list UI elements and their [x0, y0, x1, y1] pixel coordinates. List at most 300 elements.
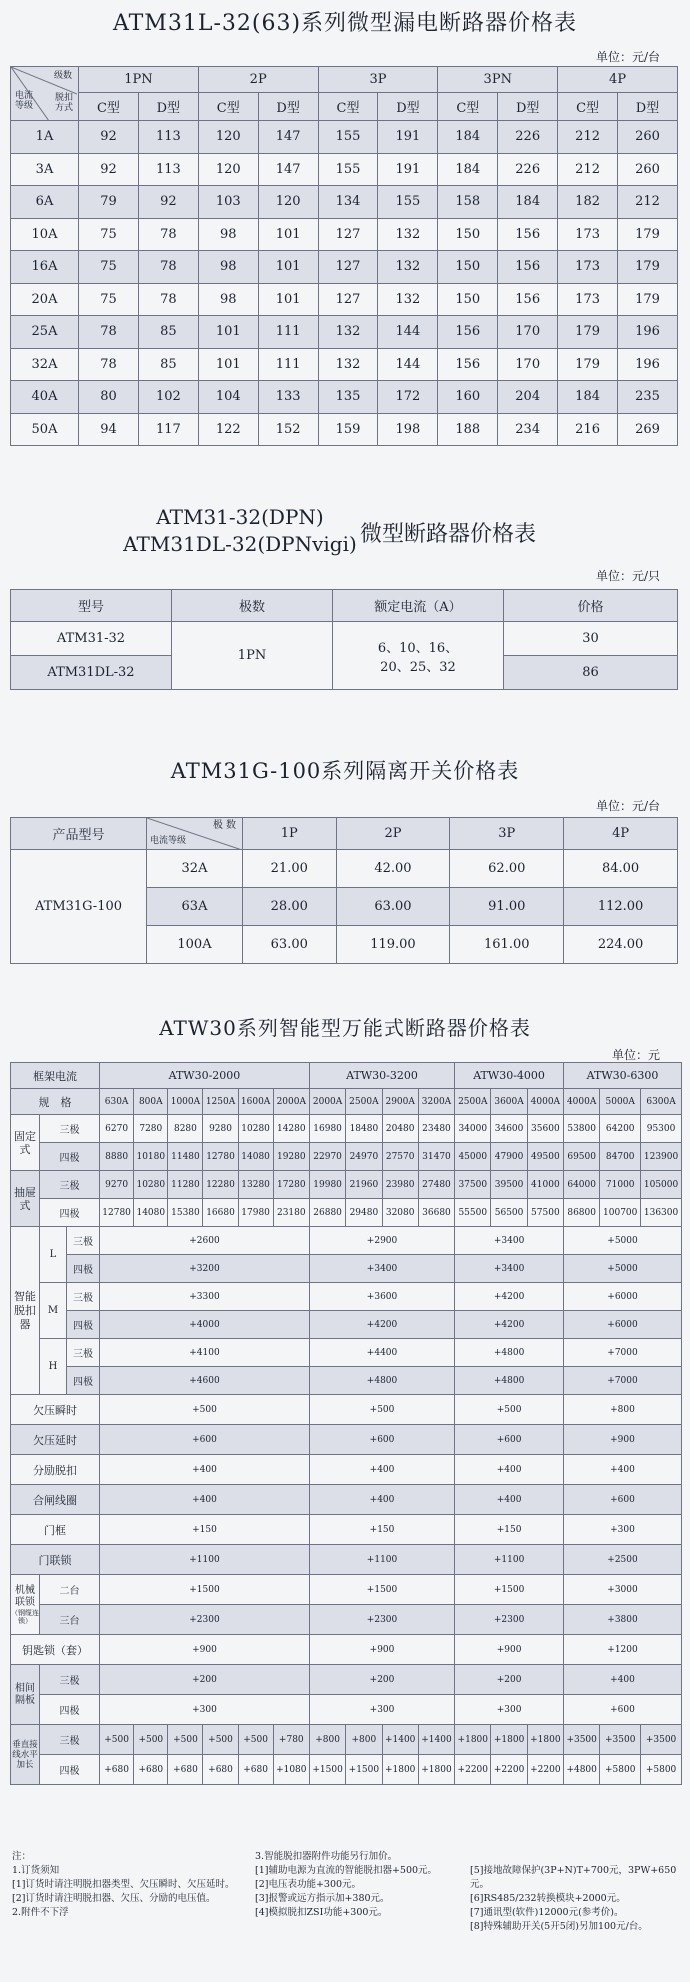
t4-addon-cell: +500	[238, 1725, 273, 1755]
t4-price-cell: 17280	[273, 1171, 309, 1199]
t1-price-cell: 113	[138, 153, 198, 186]
t1-price-cell: 133	[258, 381, 318, 414]
t4-addon-cell: +400	[455, 1485, 564, 1515]
table3-unit: 单位：元/台	[595, 799, 660, 813]
t1-price-cell: 179	[618, 218, 678, 251]
t4-addon-cell: +4000	[100, 1311, 310, 1339]
t1-price-cell: 103	[198, 186, 258, 219]
t1-current-label: 32A	[11, 348, 79, 381]
t4-addon-cell: +400	[564, 1455, 682, 1485]
t1-price-cell: 132	[378, 283, 438, 316]
t4-price-cell: 10180	[134, 1143, 168, 1171]
t1-corner-left: 电流等级	[14, 91, 33, 111]
t1-row	[11, 251, 678, 284]
t4-spec-header: 4000A	[564, 1089, 600, 1115]
t4-addon-cell: +1400	[382, 1725, 418, 1755]
t4-addon-cell: +4800	[455, 1367, 564, 1395]
t4-price-cell: 24970	[346, 1143, 382, 1171]
t1-price-cell: 152	[258, 413, 318, 446]
t1-type-header: D型	[138, 93, 198, 121]
t4-price-cell: 71000	[600, 1171, 641, 1199]
t4-frame-header: ATW30-3200	[309, 1063, 454, 1089]
t1-current-label: 6A	[11, 186, 79, 219]
t4-row	[11, 1575, 682, 1605]
t4-pole-label: 四极	[40, 1143, 100, 1171]
t4-addon-cell: +680	[203, 1755, 238, 1785]
t4-accessory-label: 分励脱扣	[11, 1455, 100, 1485]
t4-addon-cell: +200	[309, 1665, 454, 1695]
t1-price-cell: 212	[558, 121, 618, 154]
t1-price-cell: 92	[138, 186, 198, 219]
t1-price-cell: 78	[79, 316, 139, 349]
t1-price-cell: 147	[258, 153, 318, 186]
t1-price-cell: 102	[138, 381, 198, 414]
t1-price-cell: 156	[438, 316, 498, 349]
t4-spec-header: 2900A	[382, 1089, 418, 1115]
t1-price-cell: 155	[318, 121, 378, 154]
t3-corner	[147, 818, 243, 850]
t4-addon-cell: +900	[564, 1425, 682, 1455]
table4-section	[0, 1012, 690, 1932]
t4-addon-cell: +1800	[382, 1755, 418, 1785]
t1-price-cell: 120	[198, 153, 258, 186]
t4-pole-label: 三极	[67, 1339, 100, 1367]
t1-price-cell: 196	[618, 316, 678, 349]
t4-addon-cell: +3000	[564, 1575, 682, 1605]
t4-addon-cell: +5800	[641, 1755, 682, 1785]
t4-addon-cell: +3400	[309, 1255, 454, 1283]
t3-model: ATM31G-100	[11, 850, 147, 964]
t4-price-cell: 6270	[100, 1115, 134, 1143]
note-line: [4]模拟脱扣ZSI功能+300元。	[255, 1907, 388, 1918]
t1-row	[11, 218, 678, 251]
t1-corner-mid: 脱扣方式	[55, 93, 74, 113]
note-line: [1]辅助电源为直流的智能脱扣器+500元。	[255, 1865, 438, 1876]
t1-price-cell: 111	[258, 348, 318, 381]
t4-price-cell: 37500	[455, 1171, 491, 1199]
t4-row	[11, 1425, 682, 1455]
t4-addon-cell: +3500	[600, 1725, 641, 1755]
t1-price-cell: 235	[618, 381, 678, 414]
t4-addon-cell: +3800	[564, 1605, 682, 1635]
t1-price-cell: 226	[498, 153, 558, 186]
t1-row	[11, 413, 678, 446]
t1-current-label: 3A	[11, 153, 79, 186]
t4-addon-cell: +150	[100, 1515, 310, 1545]
t4-addon-cell: +4200	[309, 1311, 454, 1339]
t1-price-cell: 111	[258, 316, 318, 349]
t4-accessory-label: 欠压延时	[11, 1425, 100, 1455]
t4-addon-cell: +2200	[527, 1755, 563, 1785]
t4-pole-label: 三极	[40, 1725, 100, 1755]
t1-price-cell: 127	[318, 251, 378, 284]
t4-accessory-label: 门联锁	[11, 1545, 100, 1575]
t1-price-cell: 226	[498, 121, 558, 154]
t4-price-cell: 100700	[600, 1199, 641, 1227]
t4-spec-header: 1000A	[168, 1089, 203, 1115]
t1-price-cell: 134	[318, 186, 378, 219]
t4-price-cell: 23180	[273, 1199, 309, 1227]
t4-row	[11, 1089, 682, 1115]
t4-price-cell: 23980	[382, 1171, 418, 1199]
t4-row	[11, 1605, 682, 1635]
t4-addon-cell: +800	[564, 1395, 682, 1425]
t1-type-header: D型	[498, 93, 558, 121]
t1-price-cell: 184	[558, 381, 618, 414]
t4-price-cell: 64000	[564, 1171, 600, 1199]
t4-price-cell: 41000	[527, 1171, 563, 1199]
t4-price-cell: 10280	[238, 1115, 273, 1143]
t4-price-cell: 45000	[455, 1143, 491, 1171]
t1-price-cell: 170	[498, 316, 558, 349]
t4-mech-label-main: 机械联锁	[15, 1584, 35, 1608]
t4-addon-cell: +400	[100, 1455, 310, 1485]
t1-price-cell: 94	[79, 413, 139, 446]
t4-addon-cell: +3300	[100, 1283, 310, 1311]
t4-spec-header: 2500A	[346, 1089, 382, 1115]
t4-price-cell: 53800	[564, 1115, 600, 1143]
note-line: [2]订货时请注明脱扣器、欠压、分励的电压值。	[12, 1893, 216, 1904]
t1-current-label: 25A	[11, 316, 79, 349]
t4-addon-cell: +1200	[564, 1635, 682, 1665]
t4-addon-cell: +600	[309, 1425, 454, 1455]
t4-addon-cell: +6000	[564, 1311, 682, 1339]
t4-addon-cell: +1500	[309, 1575, 454, 1605]
t4-price-cell: 35600	[527, 1115, 563, 1143]
t1-price-cell: 75	[79, 251, 139, 284]
t1-price-cell: 135	[318, 381, 378, 414]
t1-price-cell: 173	[558, 251, 618, 284]
t3-cell: 63A	[147, 888, 243, 926]
t4-accessory-label: 欠压瞬时	[11, 1395, 100, 1425]
t1-corner	[11, 67, 79, 121]
t1-price-cell: 144	[378, 316, 438, 349]
t4-addon-cell: +3200	[100, 1255, 310, 1283]
t4-addon-cell: +150	[455, 1515, 564, 1545]
t1-price-cell: 260	[618, 153, 678, 186]
t4-price-cell: 69500	[564, 1143, 600, 1171]
t4-pole-label: 四极	[40, 1695, 100, 1725]
t4-price-cell: 12280	[203, 1171, 238, 1199]
t4-addon-cell: +680	[134, 1755, 168, 1785]
t4-price-cell: 136300	[641, 1199, 682, 1227]
t4-accessory-label: 门框	[11, 1515, 100, 1545]
t4-units-label: 三台	[40, 1605, 100, 1635]
t4-price-cell: 9270	[100, 1171, 134, 1199]
t4-addon-cell: +500	[455, 1395, 564, 1425]
t4-price-cell: 84700	[600, 1143, 641, 1171]
t1-price-cell: 173	[558, 218, 618, 251]
t4-price-cell: 16680	[203, 1199, 238, 1227]
t4-pole-label: 三极	[40, 1171, 100, 1199]
t4-price-cell: 31470	[418, 1143, 454, 1171]
t4-spec-label: 规 格	[11, 1089, 100, 1115]
t4-frame-header: ATW30-2000	[100, 1063, 310, 1089]
t4-accessory-label: 合闸线圈	[11, 1485, 100, 1515]
t1-price-cell: 179	[618, 251, 678, 284]
t2-h-current: 额定电流（A）	[333, 590, 504, 622]
t1-type-header: C型	[79, 93, 139, 121]
t2-current-line1: 6、10、16、	[377, 640, 459, 656]
t3-cell: 42.00	[336, 850, 450, 888]
t1-price-cell: 127	[318, 283, 378, 316]
t1-price-cell: 78	[79, 348, 139, 381]
t1-price-cell: 216	[558, 413, 618, 446]
t3-cell: 112.00	[564, 888, 678, 926]
t1-price-cell: 132	[318, 316, 378, 349]
t4-trip-label: 智能脱扣器	[11, 1227, 40, 1395]
t4-addon-cell: +780	[273, 1725, 309, 1755]
t4-price-cell: 17980	[238, 1199, 273, 1227]
t4-row	[11, 1063, 682, 1089]
t4-frame-header: ATW30-6300	[564, 1063, 682, 1089]
t4-price-cell: 14080	[134, 1199, 168, 1227]
t2-h-poles: 极数	[172, 590, 333, 622]
t4-addon-cell: +300	[100, 1695, 310, 1725]
t3-h-model: 产品型号	[11, 818, 147, 850]
t4-addon-cell: +500	[168, 1725, 203, 1755]
t4-price-cell: 39500	[491, 1171, 527, 1199]
t2-current-line2: 20、25、32	[380, 659, 456, 675]
t1-price-cell: 184	[498, 186, 558, 219]
t1-price-cell: 79	[79, 186, 139, 219]
t3-cell: 84.00	[564, 850, 678, 888]
t3-cell: 161.00	[450, 926, 564, 964]
t4-price-cell: 32080	[382, 1199, 418, 1227]
t4-price-cell: 27480	[418, 1171, 454, 1199]
note-line: [2]电压表功能+300元。	[255, 1879, 362, 1890]
t4-addon-cell: +150	[309, 1515, 454, 1545]
t4-pole-label: 三极	[40, 1665, 100, 1695]
t4-price-cell: 19980	[309, 1171, 345, 1199]
t1-price-cell: 156	[498, 283, 558, 316]
table4	[10, 1062, 682, 1785]
t4-addon-cell: +400	[455, 1455, 564, 1485]
t3-pole-2: 2P	[336, 818, 450, 850]
t1-price-cell: 158	[438, 186, 498, 219]
t4-addon-cell: +500	[203, 1725, 238, 1755]
t4-addon-cell: +1800	[527, 1725, 563, 1755]
t1-current-label: 1A	[11, 121, 79, 154]
t4-trip-level: H	[40, 1339, 67, 1395]
t4-price-cell: 14080	[238, 1143, 273, 1171]
t1-row	[11, 186, 678, 219]
t1-current-label: 40A	[11, 381, 79, 414]
note-line: 注：	[12, 1851, 32, 1862]
t4-price-cell: 29480	[346, 1199, 382, 1227]
t4-row	[11, 1115, 682, 1143]
t1-price-cell: 85	[138, 316, 198, 349]
note-line: 3.智能脱扣器附件功能另行加价。	[255, 1851, 398, 1862]
t4-row	[11, 1283, 682, 1311]
t4-row	[11, 1755, 682, 1785]
t1-price-cell: 113	[138, 121, 198, 154]
t1-price-cell: 191	[378, 153, 438, 186]
t4-spec-header: 800A	[134, 1089, 168, 1115]
t1-type-header: C型	[558, 93, 618, 121]
t4-price-cell: 7280	[134, 1115, 168, 1143]
t4-addon-cell: +200	[455, 1665, 564, 1695]
t4-pole-label: 四极	[67, 1311, 100, 1339]
t1-price-cell: 101	[198, 348, 258, 381]
t4-addon-cell: +600	[564, 1695, 682, 1725]
t4-price-cell: 64200	[600, 1115, 641, 1143]
t4-addon-cell: +400	[309, 1485, 454, 1515]
t4-conn-label: 垂直接线水平加长	[11, 1725, 40, 1785]
t3-cell: 21.00	[243, 850, 337, 888]
t1-type-header: C型	[198, 93, 258, 121]
t1-price-cell: 184	[438, 153, 498, 186]
note-line: [6]RS485/232转换模块+2000元。	[470, 1893, 626, 1904]
table3-title: ATM31G-100系列隔离开关价格表	[170, 759, 520, 783]
t3-pole-4: 4P	[564, 818, 678, 850]
t1-price-cell: 78	[138, 283, 198, 316]
t4-units-label: 二台	[40, 1575, 100, 1605]
table3	[10, 817, 678, 964]
t4-addon-cell: +400	[100, 1485, 310, 1515]
t4-frame-header: ATW30-4000	[455, 1063, 564, 1089]
t1-type-header: D型	[258, 93, 318, 121]
t4-addon-cell: +300	[455, 1695, 564, 1725]
t4-row	[11, 1455, 682, 1485]
t1-row	[11, 121, 678, 154]
t1-current-label: 16A	[11, 251, 79, 284]
t1-price-cell: 101	[198, 316, 258, 349]
t4-addon-cell: +400	[564, 1665, 682, 1695]
t2-price1: 30	[504, 622, 678, 656]
t4-spec-header: 630A	[100, 1089, 134, 1115]
t4-row	[11, 1339, 682, 1367]
t4-spec-header: 3200A	[418, 1089, 454, 1115]
t4-addon-cell: +4800	[455, 1339, 564, 1367]
note-line: [1]订货时请注明脱扣器类型、欠压瞬时、欠压延时。	[12, 1879, 235, 1890]
table2-unit: 单位：元/只	[595, 569, 660, 583]
t4-spec-header: 4000A	[527, 1089, 563, 1115]
t1-current-label: 50A	[11, 413, 79, 446]
t1-price-cell: 179	[558, 348, 618, 381]
t4-price-cell: 47900	[491, 1143, 527, 1171]
t2-model2: ATM31DL-32	[11, 656, 172, 690]
t4-addon-cell: +1500	[100, 1575, 310, 1605]
t4-row	[11, 1255, 682, 1283]
t4-addon-cell: +1500	[346, 1755, 382, 1785]
t4-price-cell: 57500	[527, 1199, 563, 1227]
t4-addon-cell: +500	[100, 1395, 310, 1425]
t4-price-cell: 11480	[168, 1143, 203, 1171]
t4-trip-level: M	[40, 1283, 67, 1339]
t4-addon-cell: +500	[100, 1725, 134, 1755]
t4-row	[11, 1367, 682, 1395]
t2-model1: ATM31-32	[11, 622, 172, 656]
t4-price-cell: 22970	[309, 1143, 345, 1171]
t4-spec-header: 2000A	[273, 1089, 309, 1115]
t1-price-cell: 182	[558, 186, 618, 219]
t1-price-cell: 120	[258, 186, 318, 219]
t1-price-cell: 212	[618, 186, 678, 219]
t4-addon-cell: +400	[309, 1455, 454, 1485]
t4-addon-cell: +500	[309, 1395, 454, 1425]
t1-pole-header: 2P	[198, 67, 318, 93]
t4-price-cell: 8280	[168, 1115, 203, 1143]
t4-addon-cell: +1800	[455, 1725, 491, 1755]
t1-price-cell: 155	[378, 186, 438, 219]
t1-pole-header: 1PN	[79, 67, 199, 93]
t3-cell: 91.00	[450, 888, 564, 926]
table2-title-right: 微型断路器价格表	[360, 522, 537, 547]
t4-price-cell: 12780	[100, 1199, 134, 1227]
t4-price-cell: 95300	[641, 1115, 682, 1143]
t1-price-cell: 159	[318, 413, 378, 446]
t1-price-cell: 92	[79, 121, 139, 154]
t3-corner-top: 极 数	[212, 820, 236, 831]
t4-spec-header: 6300A	[641, 1089, 682, 1115]
table2	[10, 589, 678, 690]
t4-price-cell: 16980	[309, 1115, 345, 1143]
t4-row	[11, 1395, 682, 1425]
t4-pole-label: 四极	[40, 1755, 100, 1785]
t4-addon-cell: +300	[309, 1695, 454, 1725]
t4-row	[11, 1515, 682, 1545]
t3-cell: 63.00	[243, 926, 337, 964]
t3-cell: 224.00	[564, 926, 678, 964]
t1-price-cell: 172	[378, 381, 438, 414]
t2-h-model: 型号	[11, 590, 172, 622]
t4-row	[11, 1635, 682, 1665]
t1-row	[11, 381, 678, 414]
t1-price-cell: 127	[318, 218, 378, 251]
t1-price-cell: 144	[378, 348, 438, 381]
t4-price-cell: 105000	[641, 1171, 682, 1199]
t1-price-cell: 173	[558, 283, 618, 316]
t1-type-header: C型	[318, 93, 378, 121]
t4-addon-cell: +600	[564, 1485, 682, 1515]
t4-addon-cell: +800	[346, 1725, 382, 1755]
t4-spec-header: 2000A	[309, 1089, 345, 1115]
t4-mech-label	[11, 1575, 40, 1635]
t1-price-cell: 179	[558, 316, 618, 349]
t4-addon-cell: +1500	[309, 1755, 345, 1785]
t4-addon-cell: +600	[455, 1425, 564, 1455]
t3-cell: 28.00	[243, 888, 337, 926]
note-line: [3]报警或远方指示加+380元。	[255, 1893, 390, 1904]
notes-mid	[255, 1850, 465, 1920]
t1-price-cell: 75	[79, 218, 139, 251]
t1-type-header: D型	[378, 93, 438, 121]
t4-spec-header: 5000A	[600, 1089, 641, 1115]
t4-type-label: 固定式	[11, 1115, 40, 1171]
t3-cell: 119.00	[336, 926, 450, 964]
t4-addon-cell: +2200	[455, 1755, 491, 1785]
t4-price-cell: 21960	[346, 1171, 382, 1199]
t1-pole-header: 4P	[558, 67, 678, 93]
table2-title-line2: ATM31DL-32(DPNvigi)	[123, 532, 357, 556]
t1-row	[11, 316, 678, 349]
t1-price-cell: 132	[378, 251, 438, 284]
t4-row	[11, 1545, 682, 1575]
t4-row	[11, 1227, 682, 1255]
t4-addon-cell: +1100	[455, 1545, 564, 1575]
t4-addon-cell: +6000	[564, 1283, 682, 1311]
t1-price-cell: 101	[258, 283, 318, 316]
t4-price-cell: 123900	[641, 1143, 682, 1171]
t4-price-cell: 12780	[203, 1143, 238, 1171]
t4-price-cell: 10280	[134, 1171, 168, 1199]
t4-key-label: 钥匙锁（套）	[11, 1635, 100, 1665]
t4-price-cell: 34600	[491, 1115, 527, 1143]
note-line: 1.订货须知	[12, 1865, 60, 1876]
t4-addon-cell: +2600	[100, 1227, 310, 1255]
t4-addon-cell: +200	[100, 1665, 310, 1695]
